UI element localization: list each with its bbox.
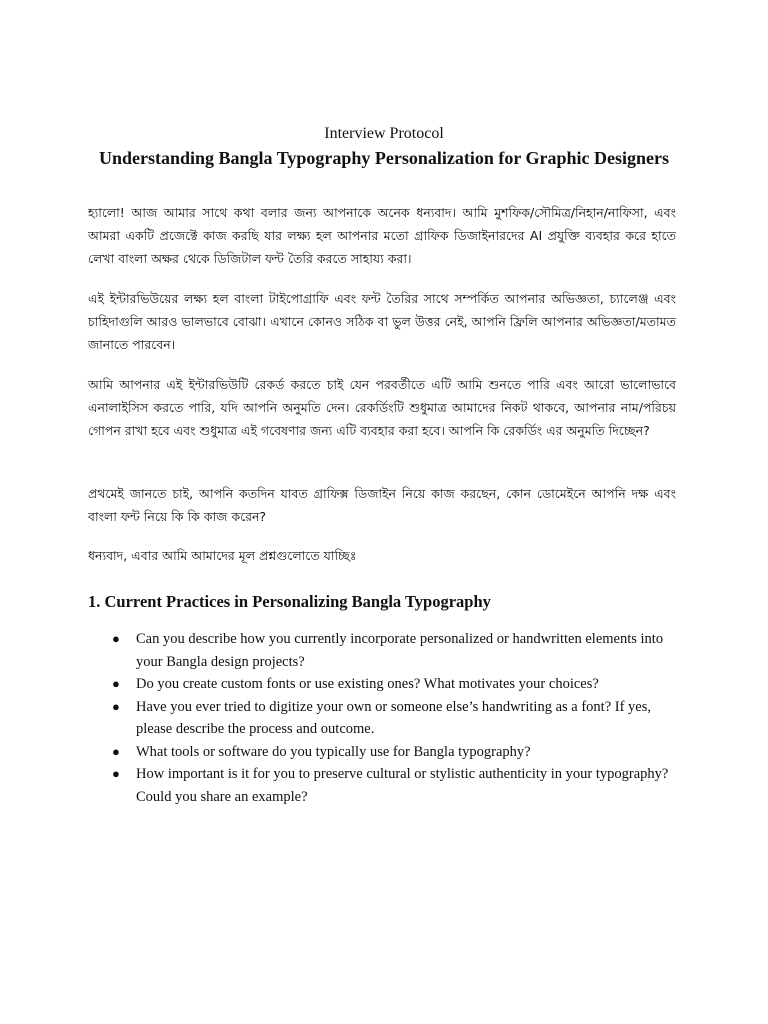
list-item bbox=[112, 696, 682, 741]
question-text: Have you ever tried to digitize your own or someone else’s handwriting as a font? If yes, please describe the process and outcome. bbox=[136, 698, 652, 737]
question-text: Do you create custom fonts or use existing ones? What motivates your choices? bbox=[136, 676, 599, 692]
list-item bbox=[112, 763, 682, 808]
intro-paragraph-recording-consent: আমি আপনার এই ইন্টারভিউটি রেকর্ড করতে চাই যেন পরবর্তীতে এটি আমি শুনতে পারি এবং আরো ভালোভাবে এনালাইসিস করতে পারি, যদি আপনি অনুমতি দেন। রেকর্ডিংটি শুধুমাত্র আমাদের নিকট থাকবে, আপনার নাম/পরিচয় গোপন রাখা হবে এবং শুধুমাত্র এই গবেষণার জন্য এটি ব্যবহার করা হবে। আপনি কি রেকর্ডিং এর অনুমতি দিচ্ছেন? bbox=[88, 377, 676, 438]
intro-paragraph-experience-question: প্রথমেই জানতে চাই, আপনি কতদিন যাবত গ্রাফিক্স ডিজাইন নিয়ে কাজ করছেন, কোন ডোমেইনে আপনি দক্ষ এবং বাংলা ফন্ট নিয়ে কি কি কাজ করেন? bbox=[88, 486, 676, 524]
question-list bbox=[112, 628, 682, 808]
intro-paragraph-transition: ধন্যবাদ, এবার আমি আমাদের মূল প্রশ্নগুলোতে যাচ্ছিঃ bbox=[88, 548, 357, 563]
question-text: How important is it for you to preserve cultural or stylistic authenticity in your typography? Could you share an example? bbox=[136, 766, 669, 805]
bullet-icon: ● bbox=[112, 676, 120, 691]
intro-paragraph-greeting: হ্যালো! আজ আমার সাথে কথা বলার জন্য আপনাকে অনেক ধন্যবাদ। আমি মুশফিক/সৌমিত্র/নিহান/নাফিসা, এবং আমরা একটি প্রজেক্টে কাজ করছি যার লক্ষ্য হল আপনার মতো গ্রাফিক ডিজাইনারদের AI প্রযুক্তি ব্যবহার করে হাতে লেখা বাংলা অক্ষর থেকে ডিজিটাল ফন্ট তৈরি করতে সাহায্য করা। bbox=[88, 205, 676, 266]
intro-paragraph-goal: এই ইন্টারভিউয়ের লক্ষ্য হল বাংলা টাইপোগ্রাফি এবং ফন্ট তৈরির সাথে সম্পর্কিত আপনার অভিজ্ঞতা, চ্যালেঞ্জ এবং চাহিদাগুলি আরও ভালভাবে বোঝা। এখানে কোনও সঠিক বা ভুল উত্তর নেই, আপনি ফ্রিলি আপনার অভিজ্ঞতা/মতামত জানাতে পারবেন। bbox=[88, 291, 676, 352]
document-label: Interview Protocol bbox=[324, 125, 444, 142]
question-text: Can you describe how you currently incorporate personalized or handwritten elements into your Bangla design projects? bbox=[136, 631, 664, 670]
list-item bbox=[112, 673, 682, 696]
bullet-icon: ● bbox=[112, 766, 120, 781]
list-item bbox=[112, 628, 682, 673]
bullet-icon: ● bbox=[112, 743, 120, 759]
bullet-icon: ● bbox=[112, 631, 120, 646]
section-heading: 1. Current Practices in Personalizing Bangla Typography bbox=[88, 592, 491, 611]
document-title: Understanding Bangla Typography Personalization for Graphic Designers bbox=[98, 148, 670, 168]
list-item bbox=[112, 741, 682, 764]
bullet-icon: ● bbox=[112, 698, 120, 714]
question-text: What tools or software do you typically use for Bangla typography? bbox=[136, 743, 531, 760]
